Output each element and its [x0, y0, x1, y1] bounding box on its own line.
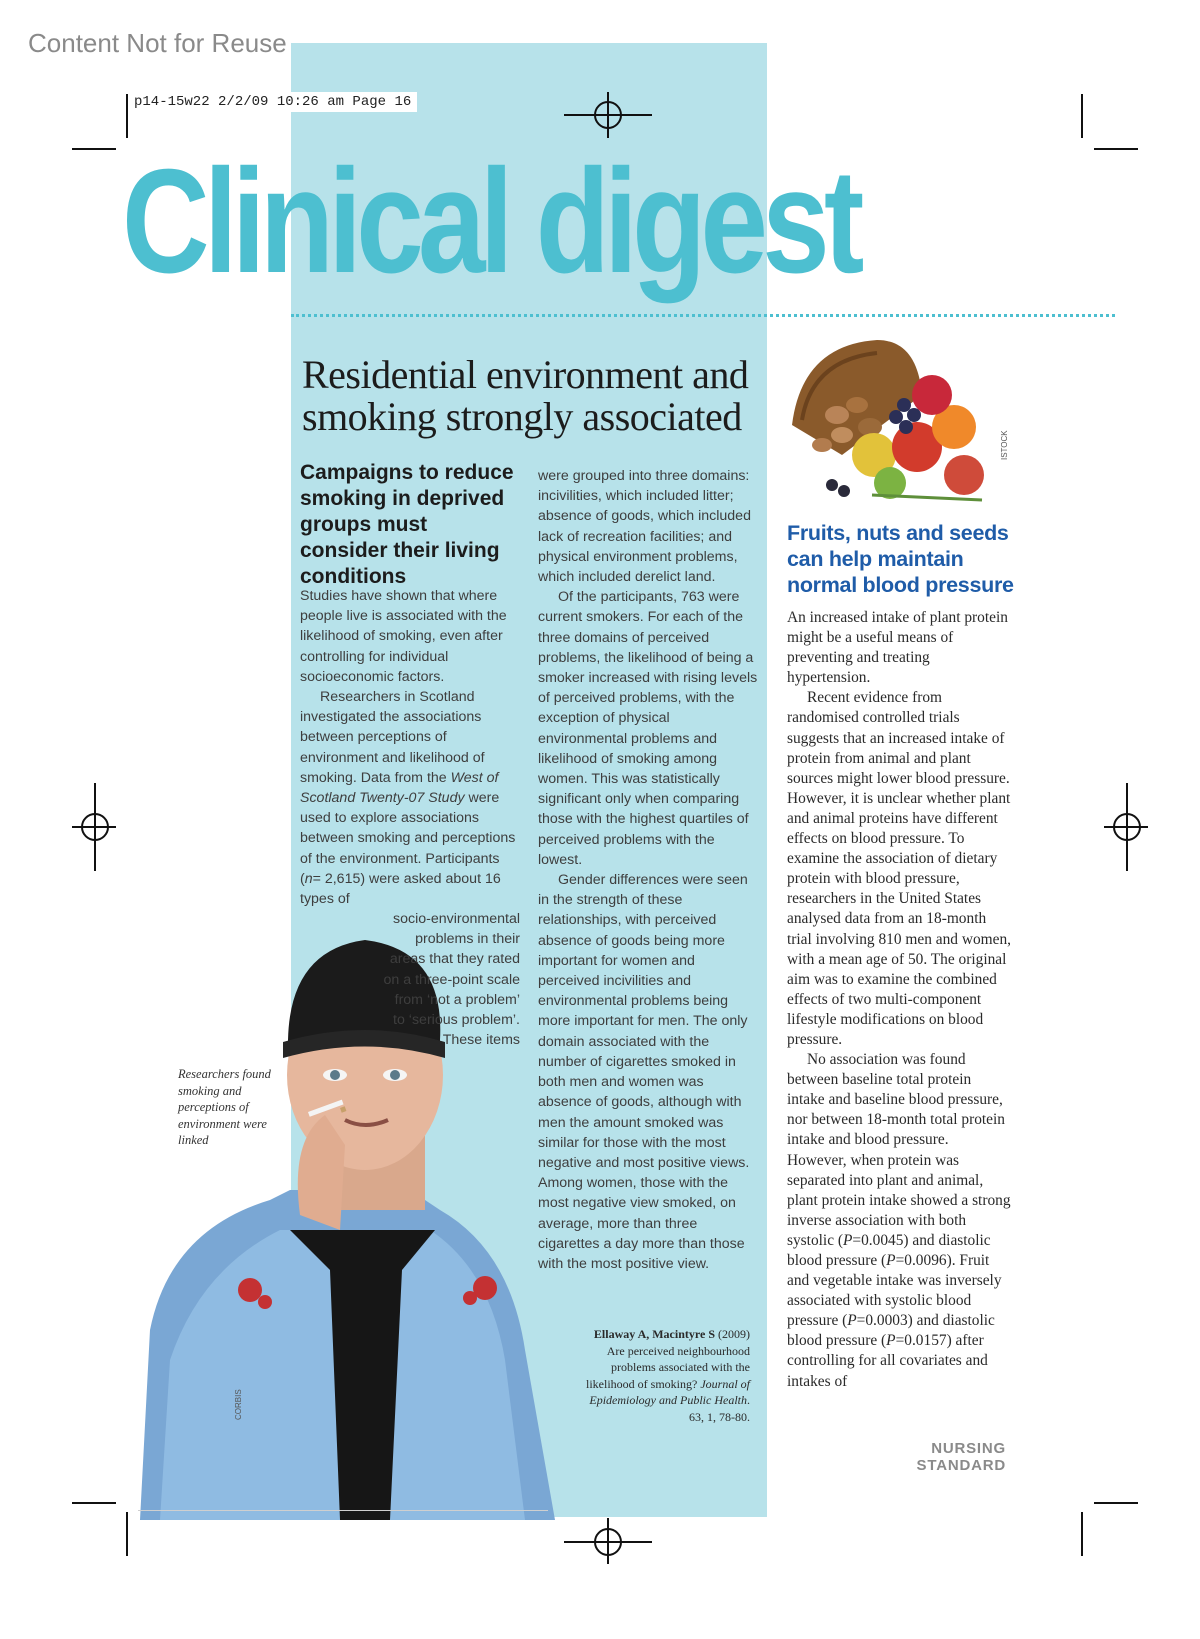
- bottom-rule: [138, 1510, 548, 1511]
- main-article-standfirst: Campaigns to reduce smoking in deprived groups must consider their living conditions: [300, 461, 514, 588]
- watermark: Content Not for Reuse: [28, 28, 287, 58]
- reference-journal: Journal of Epidemiology and Public Health: [589, 1376, 750, 1407]
- fruit-basket-photo: [782, 335, 1010, 513]
- reference-title: Are perceived neighbourhood problems associated with the likelihood of smoking?: [586, 1343, 750, 1391]
- main-article-column-1-wrap: socio-environmental problems in their areas that they rated on a three-point scale from ‘not a problem’ to ‘serious problem’. These items: [383, 911, 520, 1049]
- reference-authors: Ellaway A, Macintyre S: [593, 1327, 715, 1341]
- main-article-column-1: Studies have shown that where people live is associated with the likelihood of smoking, even after controlling for individual socioeconomic factors. Researchers in Scotland investigated the associations between perceptions of environment and likelihood of smoking. Data from the West of Scotland Twenty-07 Study were used to explore associations between smoking and perceptions of the environment. Participants (n= 2,615) were asked about 16 types of: [300, 588, 516, 908]
- side-article-headline: Fruits, nuts and seeds can help maintain normal blood pressure: [787, 521, 1014, 597]
- dotted-divider: [291, 314, 1115, 317]
- side-article-body: An increased intake of plant protein might be a useful means of preventing and treating hypertension. Recent evidence from randomised controlled trials suggests that an increased intake of protein from animal and plant sources might lower blood pressure. However, it is unclear whether plant and animal proteins have different effects on blood pressure. To examine the association of dietary protein with blood pressure, researchers in the United States analysed data from an 18-month trial involving 810 men and women, with a mean age of 50. The original aim was to examine the combined effects of two multi-component lifestyle modifications on blood pressure. No association was found between baseline total protein intake and baseline blood pressure, nor between 18-month total protein intake and blood pressure. However, when protein was separated into plant and animal, plant protein intake showed a strong inverse association with both systolic (P=0.0045) and diastolic blood pressure (P=0.0096). Fruit and vegetable intake was inversely associated with systolic blood pressure (P=0.0003) and diastolic blood pressure (P=0.0157) after controlling for all covariates and intakes of: [787, 609, 1011, 1390]
- main-article-column-2: were grouped into three domains: incivilities, which included litter; absence of goods, which included lack of recreation facilities; and physical environment problems, which included derelict land. Of the participants, 763 were current smokers. For each of the three domains of perceived problems, the likelihood of being a smoker increased with rising levels of perceived problems, with the exception of physical environmental problems and likelihood of smoking among women. This was statistically significant only when comparing those with the highest quartiles of perceived problems with the lowest. Gender differences were seen in the strength of these relationships, with perceived absence of goods being more important for women and perceived incivilities and environmental problems being more important for men. The only domain associated with the number of cigarettes smoked in both men and women was absence of goods, although with men the amount smoked was similar for those with the most negative and most positive views. Among women, those with the most negative view smoked, on average, more than three cigarettes a day more than those with the most positive view.: [538, 468, 758, 1272]
- reference-citation: . 63, 1, 78-80.: [689, 1393, 750, 1424]
- reference-year: (2009): [718, 1327, 750, 1341]
- photo-credit: CORBIS: [234, 1389, 243, 1420]
- photo-caption: Researchers found smoking and perceptions of environment were linked: [178, 1067, 271, 1147]
- side-image-credit: ISTOCK: [1000, 430, 1009, 460]
- publication-footer: NURSING STANDARD: [916, 1440, 1006, 1474]
- masthead-title: Clinical digest: [122, 139, 859, 304]
- article-reference: [578, 1326, 750, 1425]
- print-slug: p14-15w22 2/2/09 10:26 am Page 16: [128, 92, 417, 112]
- main-article-headline: Residential environment and smoking strongly associated: [302, 352, 749, 439]
